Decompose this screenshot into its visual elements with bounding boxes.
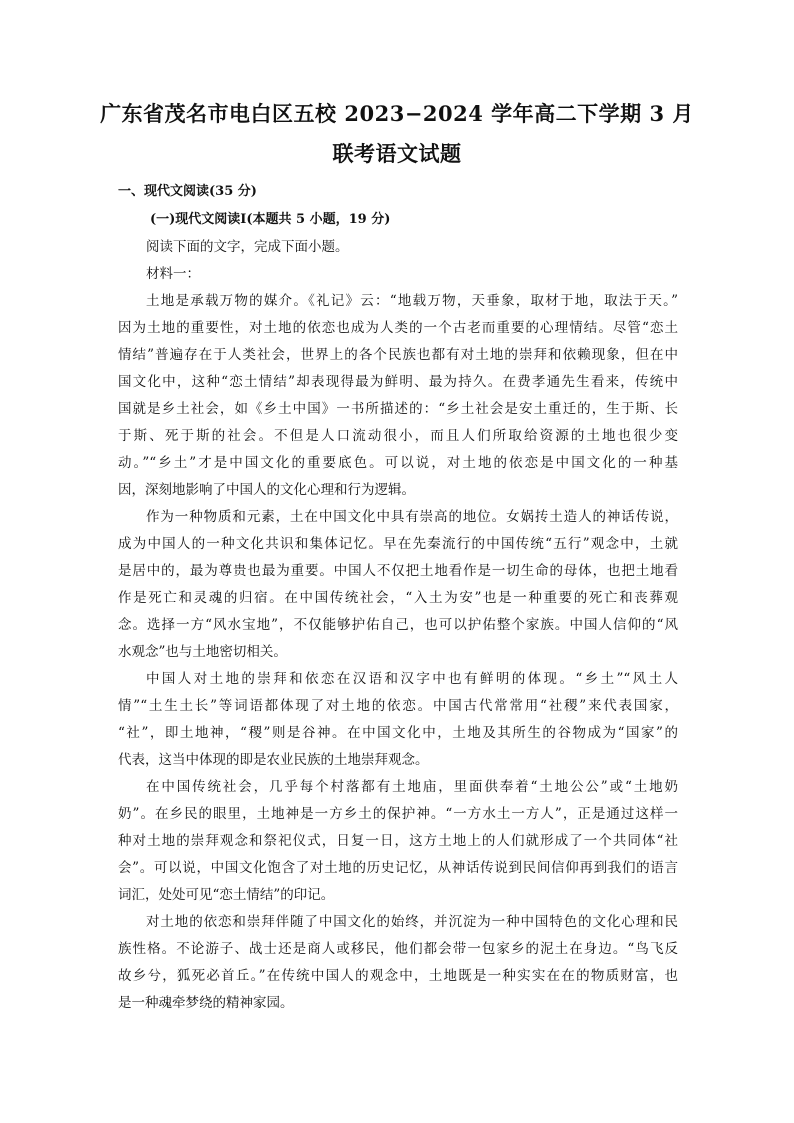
paragraph-line: 在中国传统社会，几乎每个村落都有土地庙，里面供奉着“土地公公”或“土地奶 — [146, 779, 678, 795]
paragraph-line: 因，深刻地影响了中国人的文化心理和行为逻辑。 — [118, 482, 415, 498]
paragraph-line: 作是死亡和灵魂的归宿。在中国传统社会，“入土为安”也是一种重要的死亡和丧葬观 — [118, 590, 678, 606]
paragraph-line: 奶”。在乡民的眼里，土地神是一方乡土的保护神。“一方水土一方人”，正是通过这样一 — [118, 806, 678, 822]
section-heading: 一、现代文阅读(35 分) — [118, 184, 257, 199]
document-title-line2: 联考语文试题 — [332, 141, 462, 166]
paragraph-line: 念。选择一方“风水宝地”，不仅能够护佑自己，也可以护佑整个家族。中国人信仰的“风 — [118, 617, 678, 633]
paragraph-line: 情结”普遍存在于人类社会，世界上的各个民族也都有对土地的崇拜和依赖现象，但在中 — [118, 347, 678, 363]
paragraph-line: 成为中国人的一种文化共识和集体记忆。早在先秦流行的中国传统“五行”观念中，土就 — [118, 536, 678, 552]
paragraph-line: 作为一种物质和元素，土在中国文化中具有崇高的地位。女娲抟土造人的神话传说， — [146, 509, 678, 525]
paragraph-line: 中国人对土地的崇拜和依恋在汉语和汉字中也有鲜明的体现。“乡土”“风土人 — [146, 671, 678, 687]
paragraph-line: 种对土地的崇拜观念和祭祀仪式，日复一日，这方土地上的人们就形成了一个共同体“社 — [118, 833, 678, 849]
paragraph-line: 因为土地的重要性，对土地的依恋也成为人类的一个古老而重要的心理情结。尽管“恋土 — [118, 320, 678, 336]
paragraph-line: 代表，这当中体现的即是农业民族的土地崇拜观念。 — [118, 752, 429, 768]
paragraph-line: 词汇，处处可见“恋土情结”的印记。 — [118, 887, 335, 903]
paragraph-line: 族性格。不论游子、战士还是商人或移民，他们都会带一包家乡的泥土在身边。“鸟飞反 — [118, 941, 678, 957]
paragraph-line: “社”，即土地神，“稷”则是谷神。在中国文化中，土地及其所生的谷物成为“国家”的 — [118, 725, 678, 741]
material-label: 材料一： — [146, 266, 200, 282]
paragraph-line: 动。”“乡土”才是中国文化的重要底色。可以说，对土地的依恋是中国文化的一种基 — [118, 455, 678, 471]
subsection-heading: (一)现代文阅读Ⅰ(本题共 5 小题，19 分) — [150, 212, 391, 227]
paragraph-line: 对土地的依恋和崇拜伴随了中国文化的始终，并沉淀为一种中国特色的文化心理和民 — [146, 914, 678, 930]
paragraph-line: 是居中的，最为尊贵也最为重要。中国人不仅把土地看作是一切生命的母体，也把土地看 — [118, 563, 678, 579]
paragraph-line: 是一种魂牵梦绕的精神家园。 — [118, 995, 294, 1011]
paragraph-line: 故乡兮，狐死必首丘。”在传统中国人的观念中，土地既是一种实实在在的物质财富，也 — [118, 968, 678, 984]
document-title-line1: 广东省茂名市电白区五校 2023−2024 学年高二下学期 3 月 — [100, 101, 694, 126]
paragraph-line: 于斯、死于斯的社会。不但是人口流动很小，而且人们所取给资源的土地也很少变 — [118, 428, 678, 444]
paragraph-line: 土地是承载万物的媒介。《礼记》云：“地载万物，天垂象，取材于地，取法于天。” — [146, 293, 678, 309]
paragraph-line: 会”。可以说，中国文化饱含了对土地的历史记忆，从神话传说到民间信仰再到我们的语言 — [118, 860, 678, 876]
paragraph-line: 水观念”也与土地密切相关。 — [118, 644, 287, 660]
paragraph-line: 国文化中，这种“恋土情结”却表现得最为鲜明、最为持久。在费孝通先生看来，传统中 — [118, 374, 678, 390]
paragraph-line: 情”“土生土长”等词语都体现了对土地的依恋。中国古代常常用“社稷”来代表国家， — [118, 698, 678, 714]
instruction-text: 阅读下面的文字，完成下面小题。 — [146, 239, 349, 255]
paragraph-line: 国就是乡土社会，如《乡土中国》一书所描述的：“乡土社会是安土重迁的，生于斯、长 — [118, 401, 678, 417]
